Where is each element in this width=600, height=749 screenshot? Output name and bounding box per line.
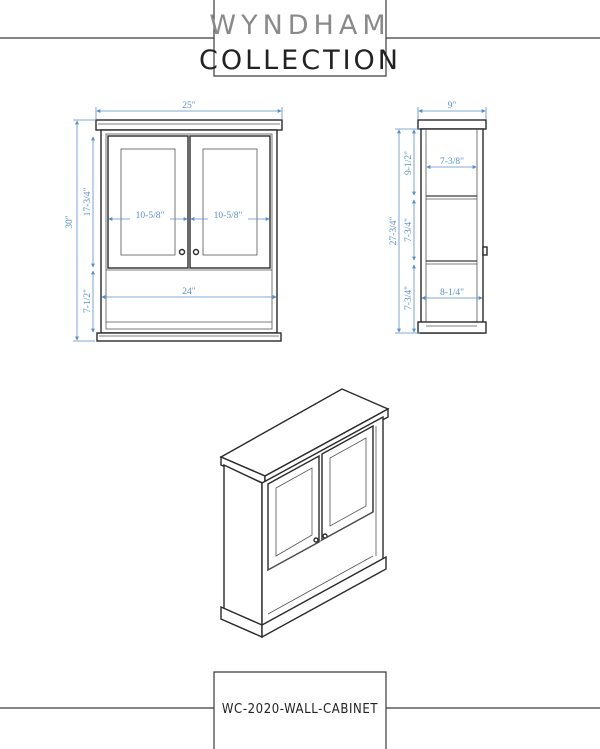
dim-door-width-left: 10-5/8"	[135, 211, 165, 221]
brand-logo	[0, 0, 600, 76]
brand-line2: COLLECTION	[198, 45, 402, 76]
iso-side	[224, 465, 262, 628]
dim-shelf-height: 7-1/2"	[83, 289, 93, 313]
left-knob	[180, 250, 185, 255]
dim-inner-width: 24"	[182, 287, 196, 297]
side-base	[418, 322, 486, 333]
model-label	[0, 672, 600, 749]
iso-left-knob	[314, 538, 318, 542]
side-crown	[418, 120, 486, 129]
side-knob	[483, 247, 487, 255]
right-knob	[194, 250, 199, 255]
model-number: WC-2020-WALL-CABINET	[221, 702, 379, 717]
dim-height: 30"	[65, 215, 75, 229]
front-view	[96, 120, 282, 341]
dim-depth: 9"	[447, 101, 457, 111]
dim-side-height: 27-3/4"	[389, 216, 399, 246]
dim-door-width-right: 10-5/8"	[213, 211, 243, 221]
brand-line1: WYNDHAM	[209, 10, 391, 41]
dim-overall-width: 25"	[182, 101, 196, 111]
dim-lower-depth: 8-1/4"	[440, 288, 464, 298]
side-view	[418, 120, 487, 333]
dim-upper-depth: 7-3/8"	[440, 157, 464, 167]
left-door	[108, 136, 188, 268]
isometric-view	[221, 389, 388, 637]
dim-middle-height: 7-3/4"	[404, 218, 414, 242]
front-base	[97, 333, 281, 341]
right-door	[190, 136, 270, 268]
front-crown	[96, 120, 282, 130]
dim-upper-height: 9-1/2"	[404, 151, 414, 175]
dim-door-height: 17-3/4"	[83, 187, 93, 217]
dim-lower-height: 7-3/4"	[404, 286, 414, 310]
